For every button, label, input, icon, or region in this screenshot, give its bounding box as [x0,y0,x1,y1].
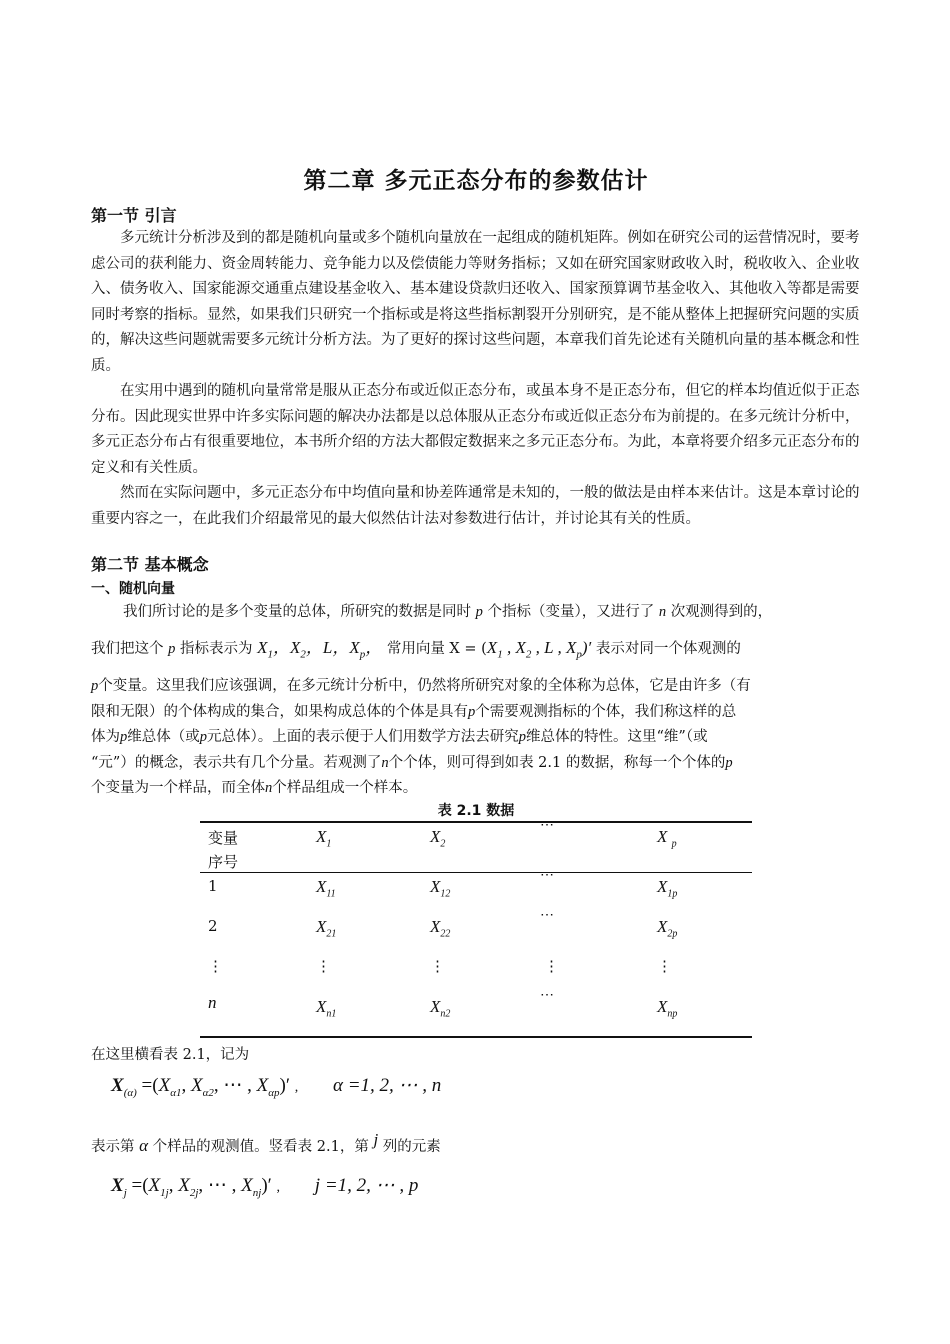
cell-x2p: $X_{2p}$ [657,917,678,940]
cell-xn1: $X_{n1}$ [316,997,337,1020]
vector-x: $X_1$ , $X_2$ , L , $X_p)'$ [486,638,592,661]
row-index: ⋮ [208,957,223,975]
header-variable: 变量 [208,829,239,847]
cdots: ⋯ [540,907,553,923]
col-header-xp: X $_p$ [657,827,677,850]
variable-list: $X_1$，$X_2$，L，$X_p$， [257,638,383,661]
text-line: “元”）的概念，表示共有几个分量。若观测了n个个体，则可得到如表 2.1 的数据，称每一个个体的p [91,754,733,771]
text-line: 体为p维总体（或p元总体）。上面的表示便于人们用数学方法去研究p维总体的特性。这里“维”（或 [91,729,708,745]
table-bottom-rule [200,1036,752,1038]
row-index: 1 [208,877,218,895]
table-header-rule [200,872,752,873]
vdots: ⋮ [430,957,445,975]
vdots: ⋮ [657,957,672,975]
text-line: 我们所讨论的是多个变量的总体，所研究的数据是同时 p 个指标（变量），又进行了 n 次观测得到的， [123,604,773,620]
text-line: 表示第 α 个样品的观测值。竖看表 2.1，第 j 列的元素 [91,1130,441,1155]
text-line: 个变量为一个样品，而全体n个样品组成一个样本。 [91,780,418,796]
row-index: 2 [208,917,218,935]
paragraph: 然而在实际问题中，多元正态分布中均值向量和协差阵通常是未知的，一般的做法是由样本来估计。这是本章讨论的重要内容之一，在此我们介绍最常见的最大似然估计法对参数进行估计，并讨论其有关的性质。 [91,485,860,527]
table-top-rule [200,821,752,823]
equation-column-vector: $X_j =(X_{1j}$, $X_{2j}$, ⋯ , $X_{nj})'$ , j =1, 2, ⋯ , p [111,1175,419,1199]
cell-xn2: $X_{n2}$ [430,997,451,1020]
cdots: ⋯ [540,817,553,833]
text-line: 限和无限）的个体构成的集合，如果构成总体的个体是具有p个需要观测指标的个体，我们称这样的总 [91,703,737,720]
section1-body [91,226,861,532]
text-line: 在这里横看表 2.1，记为 [91,1047,250,1063]
section1-heading: 第一节 引言 [91,206,177,225]
cell-x22: $X_{22}$ [430,917,451,940]
col-header-x2: $X_2$ [430,827,446,850]
cell-x21: $X_{21}$ [316,917,337,940]
equation-row-vector: $X_{(\alpha)} =(X_{\alpha 1}$, $X_{\alpha 2}$, ⋯ , $X_{\alpha p})'$ , α =1, 2, ⋯ , n [111,1075,442,1099]
col-header-x1: $X_1$ [316,827,332,850]
paragraph: 在实用中遇到的随机向量常常是服从正态分布或近似正态分布，或虽本身不是正态分布，但它的样本均值近似于正态分布。因此现实世界中许多实际问题的解决办法都是以总体服从正态分布或近似正态分布为前提的。在多元统计分析中， 多元正态分布占有很重要地位，本书所介绍的方法大都假定数据来之多元正态分布。为此，本章将要介绍多元正态分布的定义和有关性质。 [91,383,860,476]
cell-x1p: $X_{1p}$ [657,877,678,900]
section2-paragraph [91,674,861,802]
cell-xnp: $X_{np}$ [657,997,678,1020]
text-line: p个变量。这里我们应该强调，在多元统计分析中，仍然将所研究对象的全体称为总体，它是由许多（有 [91,678,751,694]
text-line: 我们把这个 p 指标表示为 $X_1$，$X_2$，L，$X_p$， 常用向量 $X = (X_1$ , $X_2$ , L , $X_p)'$ 表示对同一个体观测的 [91,638,741,661]
section2-heading: 第二节 基本概念 [91,555,209,574]
paragraph: 多元统计分析涉及到的都是随机向量或多个随机向量放在一起组成的随机矩阵。例如在研究公司的运营情况时，要考虑公司的获利能力、资金周转能力、竞争能力以及偿债能力等财务指标；又如在研究国家财政收入时，税收收入、企业收入、债务收入、国家能源交通重点建设基金收入、基本建设贷款归还收入、国家预算调节基金收入、其他收入等都是需要同时考察的指标。显然，如果我们只研究一个指标或是将这些指标割裂开分别研究，是不能从整体上把握研究问题的实质的，解决这些问题就需要多元统计分析方法。为了更好的探讨这些问题，本章我们首先论述有关随机向量的基本概念和性质。 [91,230,860,374]
data-table [200,817,752,1039]
vdots: ⋮ [544,957,559,975]
vdots: ⋮ [316,957,331,975]
cdots: ⋯ [540,867,553,883]
cell-x12: $X_{12}$ [430,877,451,900]
chapter-title: 第二章 多元正态分布的参数估计 [303,168,649,194]
subsection-heading: 一、随机向量 [91,581,175,597]
cdots: ⋯ [540,987,553,1003]
table-caption: 表 2.1 数据 [437,803,515,819]
row-index: n [208,993,217,1012]
header-index: 序号 [208,853,239,871]
cell-x11: $X_{11}$ [316,877,336,900]
